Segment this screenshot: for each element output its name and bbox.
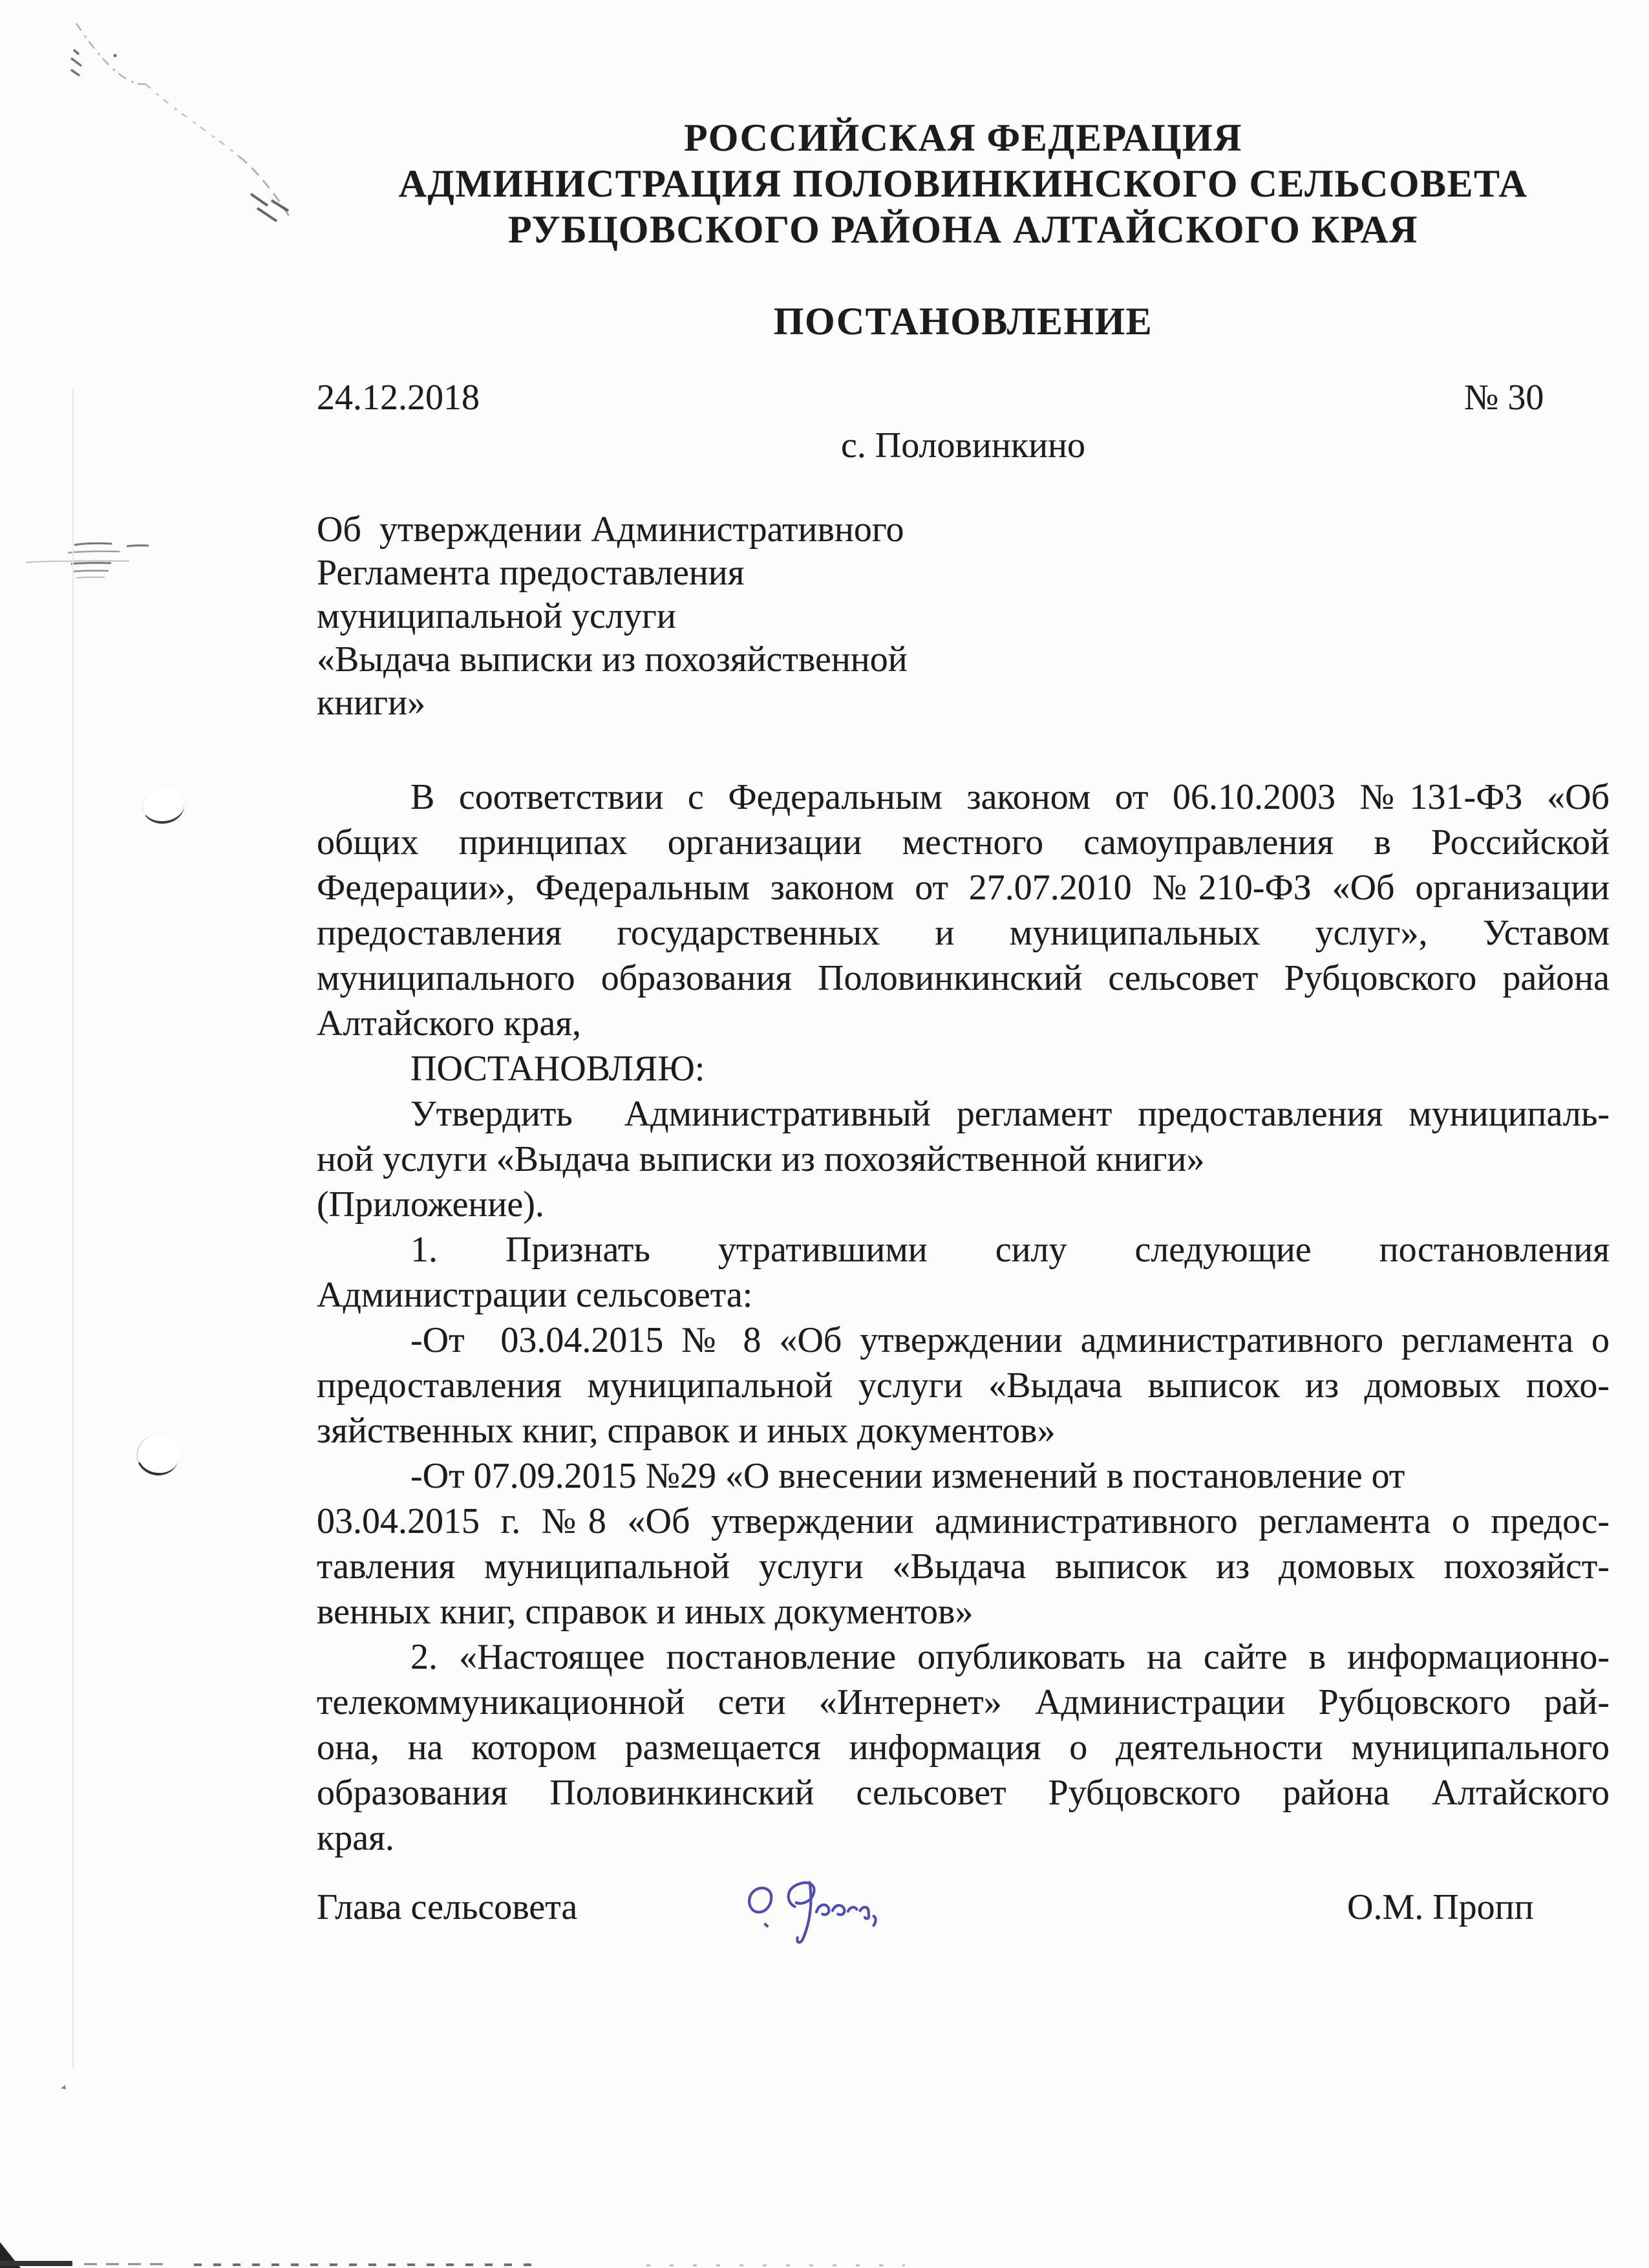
body-line: -От 03.04.2015 № 8 «Об утверждении административного регламента о xyxy=(410,1320,1610,1360)
document-type-title: ПОСТАНОВЛЕНИЕ xyxy=(773,300,1153,343)
document-number: № 30 xyxy=(1464,378,1544,418)
scan-edge-line-artifact xyxy=(72,388,74,2069)
letterhead-line: РОССИЙСКАЯ ФЕДЕРАЦИЯ xyxy=(683,116,1243,159)
body-line: тавления муниципальной услуги «Выдача выписок из домовых похозяйст- xyxy=(317,1546,1610,1587)
scan-scratch-artifact xyxy=(58,13,330,246)
body-line: телекоммуникационной сети «Интернет» Администрации Рубцовского рай- xyxy=(317,1682,1610,1722)
subject-line: Регламента предоставления xyxy=(317,553,745,593)
letterhead-line: РУБЦОВСКОГО РАЙОНА АЛТАЙСКОГО КРАЯ xyxy=(507,208,1418,251)
body-line: 2. «Настоящее постановление опубликовать на сайте в информационно- xyxy=(410,1637,1610,1677)
subject-line: книги» xyxy=(317,683,426,723)
body-line: она, на котором размещается информация о деятельности муниципального xyxy=(317,1728,1610,1768)
document-date: 24.12.2018 xyxy=(317,378,480,418)
handwritten-signature xyxy=(737,1873,899,1954)
body-line: Алтайского края, xyxy=(317,1003,581,1043)
body-line: Федерации», Федеральным законом от 27.07.2010 №210-ФЗ «Об организации xyxy=(317,868,1610,908)
punch-hole-artifact xyxy=(140,787,186,826)
body-line: В соответствии с Федеральным законом от 06.10.2003 №131-ФЗ «Об xyxy=(410,777,1610,817)
pencil-scribble-artifact xyxy=(13,535,162,587)
subject-line: муниципальной услуги xyxy=(317,596,676,636)
body-line: ной услуги «Выдача выписки из похозяйственной книги» xyxy=(317,1139,1205,1179)
body-line: Утвердить Административный регламент предоставления муниципаль- xyxy=(410,1094,1610,1134)
body-line: края. xyxy=(317,1818,394,1858)
body-line: предоставления муниципальной услуги «Выдача выписок из домовых похо- xyxy=(317,1365,1610,1406)
signer-position: Глава сельсовета xyxy=(317,1887,578,1927)
document-content xyxy=(317,0,1610,2268)
body-line: общих принципах организации местного самоуправления в Российской xyxy=(317,822,1610,862)
body-line: 03.04.2015 г. №8 «Об утверждении административного регламента о предос- xyxy=(317,1501,1610,1541)
body-line: 1. Признать утратившими силу следующие постановления xyxy=(410,1230,1610,1270)
body-line: зяйственных книг, справок и иных документов» xyxy=(317,1411,1056,1451)
letterhead xyxy=(317,115,1610,253)
body-line: (Приложение). xyxy=(317,1184,544,1225)
subject-line: Об утверждении Административного xyxy=(317,509,904,550)
scan-bottom-edge-artifact xyxy=(0,2261,72,2266)
body-line: предоставления государственных и муниципальных услуг», Уставом xyxy=(317,913,1610,953)
body-line: ПОСТАНОВЛЯЮ: xyxy=(410,1049,705,1089)
signature-row xyxy=(317,1885,1610,1975)
body-line: муниципального образования Половинкинский сельсовет Рубцовского района xyxy=(317,958,1610,998)
date-number-row xyxy=(317,375,1610,420)
document-place: с. Половинкино xyxy=(840,425,1086,465)
body-line: образования Половинкинский сельсовет Рубцовского района Алтайского xyxy=(317,1773,1610,1813)
document-subject xyxy=(317,508,1286,725)
letterhead-line: АДМИНИСТРАЦИЯ ПОЛОВИНКИНСКОГО СЕЛЬСОВЕТА xyxy=(398,162,1528,205)
body-line: венных книг, справок и иных документов» xyxy=(317,1592,973,1632)
subject-line: «Выдача выписки из похозяйственной xyxy=(317,639,908,679)
scan-corner-artifact xyxy=(0,2242,21,2268)
document-body xyxy=(317,775,1610,1861)
signer-name: О.М. Пропп xyxy=(1347,1887,1534,1927)
punch-hole-artifact xyxy=(133,1431,182,1479)
speck-artifact xyxy=(59,2083,69,2092)
body-line: -От 07.09.2015 №29 «О внесении изменений в постановление от xyxy=(410,1456,1405,1496)
body-line: Администрации сельсовета: xyxy=(317,1275,753,1315)
